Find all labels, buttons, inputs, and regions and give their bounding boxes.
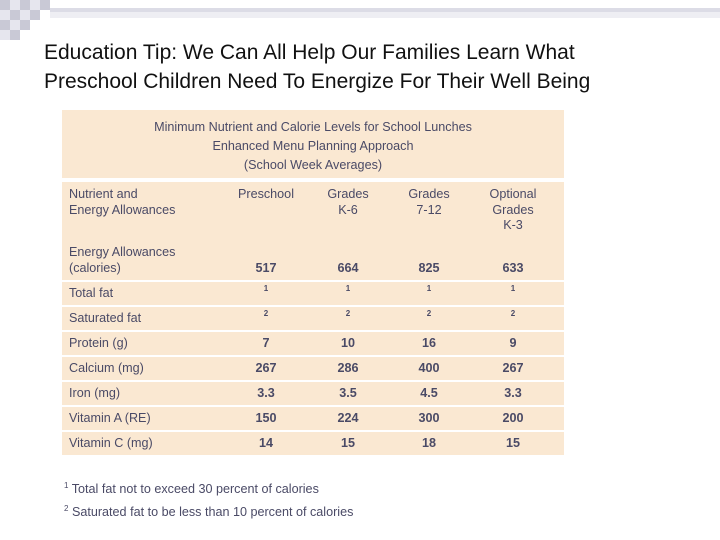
column-header-preschool: Preschool	[237, 187, 294, 201]
cell-value: 286	[337, 361, 359, 375]
column-header-nutrient: Nutrient and Energy Allowances	[69, 187, 176, 217]
row-label: Iron (mg)	[69, 386, 121, 400]
row-label: Protein (g)	[69, 336, 128, 350]
cell-value: 825	[418, 261, 440, 275]
cell-value: 3.3	[257, 386, 275, 400]
cell-value: 400	[418, 361, 440, 375]
cell-value: 300	[418, 411, 440, 425]
table-row-vitamin-c	[62, 432, 564, 455]
table-footnotes	[64, 476, 564, 522]
footnote-ref: 2	[263, 309, 269, 318]
cell-value: 267	[255, 361, 277, 375]
table-row-iron	[62, 382, 564, 405]
column-header-row	[62, 182, 564, 249]
cell-value: 150	[255, 411, 277, 425]
cell-value: 16	[421, 336, 436, 350]
column-header-optional-k3: Optional Grades K-3	[489, 187, 537, 232]
row-label: Saturated fat	[69, 311, 142, 325]
cell-value: 664	[337, 261, 359, 275]
cell-value: 4.5	[420, 386, 438, 400]
table-row-vitamin-a	[62, 407, 564, 430]
column-header-grades-7-12: Grades 7-12	[408, 187, 450, 217]
footnote-1: $^1$ Total fat not to exceed 30 percent of calories	[64, 481, 319, 497]
table-row-calcium	[62, 357, 564, 380]
cell-value: 3.5	[339, 386, 357, 400]
cell-value: 10	[340, 336, 355, 350]
cell-value: 14	[258, 436, 273, 450]
slide-title	[44, 38, 704, 96]
table-heading-line3: (School Week Averages)	[243, 158, 383, 172]
row-label: Calcium (mg)	[69, 361, 144, 375]
nutrient-table	[62, 110, 564, 456]
slide-title-line1: Education Tip: We Can All Help Our Families Learn What	[44, 41, 575, 64]
table-heading	[62, 110, 564, 178]
footnote-ref: 2	[426, 309, 432, 318]
cell-value: 224	[337, 411, 359, 425]
table-row-total-fat	[62, 282, 564, 305]
footnote-2: $^2$ Saturated fat to be less than 10 percent of calories	[64, 504, 354, 520]
table-row-protein	[62, 332, 564, 355]
row-label: Vitamin A (RE)	[69, 411, 151, 425]
cell-value: 15	[340, 436, 355, 450]
footnote-ref: 1	[263, 284, 269, 293]
cell-value: 15	[505, 436, 520, 450]
cell-value: 18	[421, 436, 436, 450]
footnote-ref: 2	[345, 309, 351, 318]
table-row-saturated-fat	[62, 307, 564, 330]
table-heading-line1: Minimum Nutrient and Calorie Levels for School Lunches	[154, 120, 472, 134]
slide-title-line2: Preschool Children Need To Energize For Their Well Being	[44, 70, 591, 93]
footnote-ref: 1	[510, 284, 516, 293]
cell-value: 267	[502, 361, 524, 375]
row-label: Energy Allowances (calories)	[69, 245, 176, 275]
table-heading-line2: Enhanced Menu Planning Approach	[212, 139, 414, 153]
table-row-energy	[62, 242, 564, 280]
cell-value: 200	[502, 411, 524, 425]
cell-value: 633	[502, 261, 524, 275]
column-header-grades-k6: Grades K-6	[327, 187, 369, 217]
cell-value: 9	[509, 336, 517, 350]
row-label: Vitamin C (mg)	[69, 436, 153, 450]
row-label: Total fat	[69, 286, 114, 300]
cell-value: 7	[262, 336, 270, 350]
cell-value: 3.3	[504, 386, 522, 400]
footnote-ref: 2	[510, 309, 516, 318]
cell-value: 517	[255, 261, 277, 275]
footnote-ref: 1	[426, 284, 432, 293]
footnote-ref: 1	[345, 284, 351, 293]
